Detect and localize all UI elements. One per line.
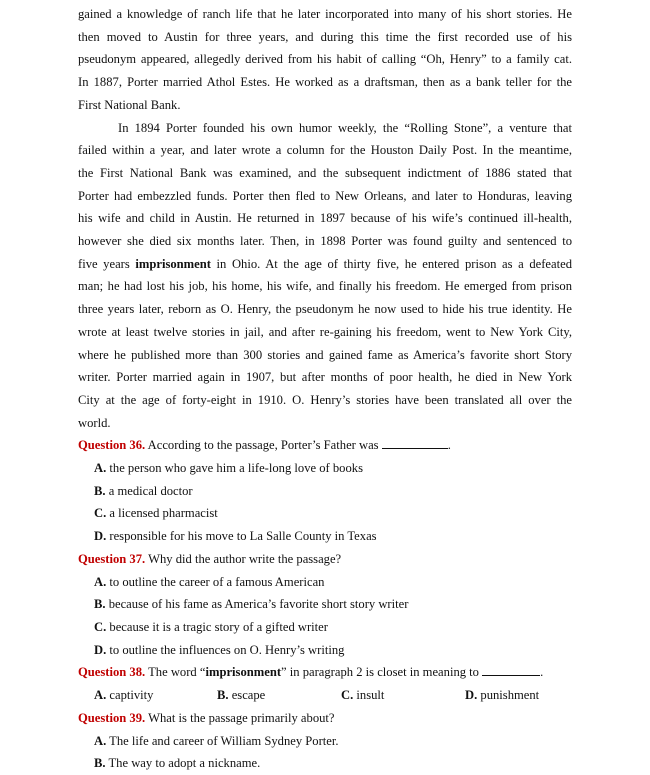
option-c[interactable] [341,684,465,707]
option-b[interactable] [94,752,572,775]
paragraph-line: however she died six months later. Then, in 1898 Porter was found guilty and sentenced to [78,234,572,249]
options-row [94,684,572,707]
option-c[interactable] [94,616,572,639]
paragraph-line: gained a knowledge of ranch life that he later incorporated into many of his short stories. He [78,7,572,21]
paragraph-line: man; he had lost his job, his home, his wife, and finally his freedom. He emerged from prison [78,279,572,294]
paragraph-line: City at the age of forty-eight in 1910. O. Henry’s stories have been translated all over the [78,392,572,407]
question-36 [78,434,572,457]
text-run: five years [78,256,136,271]
punctuation: . [447,438,451,453]
option-letter: D. [94,642,107,657]
question-39 [78,707,572,730]
paragraph-line: failed within a year, and later wrote a column for the Houston Daily Post. In the meantime, [78,143,572,158]
option-d[interactable] [94,639,572,662]
option-d[interactable] [94,525,572,548]
option-text: to outline the career of a famous American [106,574,325,589]
paragraph-line: In 1887, Porter married Athol Estes. He worked as a draftsman, then as a bank teller for the [78,75,572,90]
option-letter: B. [94,597,106,612]
option-c[interactable] [94,502,572,525]
option-letter: A. [94,688,107,703]
answer-blank [382,438,448,449]
option-letter: C. [94,619,107,634]
paragraph-line: wrote at least twelve stories in jail, and after re-gaining his freedom, went to New York City, [78,324,572,339]
option-letter: A. [94,733,107,748]
option-a[interactable] [94,684,217,707]
punctuation: . [540,665,544,680]
option-text: The way to adopt a nickname. [105,756,261,771]
document-page [78,0,572,775]
question-text: What is the passage primarily about? [145,710,335,725]
paragraph-line: In 1894 Porter founded his own humor weekly, the “Rolling Stone”, a venture that [118,120,572,135]
answer-blank [482,665,540,676]
option-letter: D. [94,529,107,544]
option-b[interactable] [94,480,572,503]
option-letter: B. [94,483,106,498]
paragraph-line: First National Bank. [78,97,181,112]
keyword-imprisonment: imprisonment [135,256,211,271]
paragraph-line: writer. Porter married again in 1907, but after months of poor health, he died in New York [78,370,572,385]
paragraph-line: where he published more than 300 stories and gained fame as America’s favorite short Story [78,347,572,362]
paragraph-line: three years later, reborn as O. Henry, the pseudonym he now used to hide his true identity. He [78,302,572,317]
option-d[interactable] [465,684,539,707]
paragraph-line: Porter had embezzled funds. Porter then fled to New Orleans, and later to Honduras, leaving [78,188,572,203]
question-label: Question 36. [78,438,146,453]
option-letter: B. [94,756,106,771]
option-text: because it is a tragic story of a gifted writer [106,619,328,634]
option-a[interactable] [94,457,572,480]
paragraph-1 [78,0,572,117]
paragraph-line: his wife and child in Austin. He returned in 1897 because of his wife’s continued ill-health, [78,211,572,226]
option-letter: A. [94,461,107,476]
option-text: escape [228,688,266,703]
option-text: captivity [106,688,154,703]
option-a[interactable] [94,730,572,753]
option-letter: D. [465,688,478,703]
option-text: punishment [477,688,540,703]
option-text: the person who gave him a life-long love of books [106,461,363,476]
paragraph-line: the First National Bank was examined, and the subsequent indictment of 1886 stated that [78,165,572,180]
option-a[interactable] [94,571,572,594]
question-37 [78,548,572,571]
option-text: to outline the influences on O. Henry’s writing [106,642,345,657]
option-text: responsible for his move to La Salle County in Texas [106,529,377,544]
question-text: The word “ [145,665,206,680]
option-b[interactable] [217,684,341,707]
question-label: Question 39. [78,710,146,725]
option-text: a licensed pharmacist [106,506,218,521]
option-letter: C. [341,688,354,703]
question-text: Why did the author write the passage? [145,551,342,566]
paragraph-line: then moved to Austin for three years, and during this time the first recorded use of his [78,29,572,44]
paragraph-line [78,253,572,276]
paragraph-line: world. [78,415,111,430]
text-run: in Ohio. At the age of thirty five, he entered prison as a defeated [210,256,572,271]
question-keyword: imprisonment [205,665,282,680]
question-label: Question 37. [78,551,146,566]
question-text: According to the passage, Porter’s Father was [145,438,382,453]
question-38 [78,661,572,684]
option-letter: B. [217,688,229,703]
question-text: ” in paragraph 2 is closet in meaning to [281,665,483,680]
option-text: The life and career of William Sydney Porter. [106,733,339,748]
option-text: because of his fame as America’s favorite short story writer [105,597,409,612]
option-text: a medical doctor [105,483,193,498]
paragraph-2 [78,117,572,435]
question-label: Question 38. [78,665,146,680]
option-b[interactable] [94,593,572,616]
option-letter: C. [94,506,107,521]
option-letter: A. [94,574,107,589]
paragraph-line: pseudonym appeared, allegedly derived from his habit of calling “Oh, Henry” to a family cat. [78,52,572,67]
option-text: insult [353,688,385,703]
